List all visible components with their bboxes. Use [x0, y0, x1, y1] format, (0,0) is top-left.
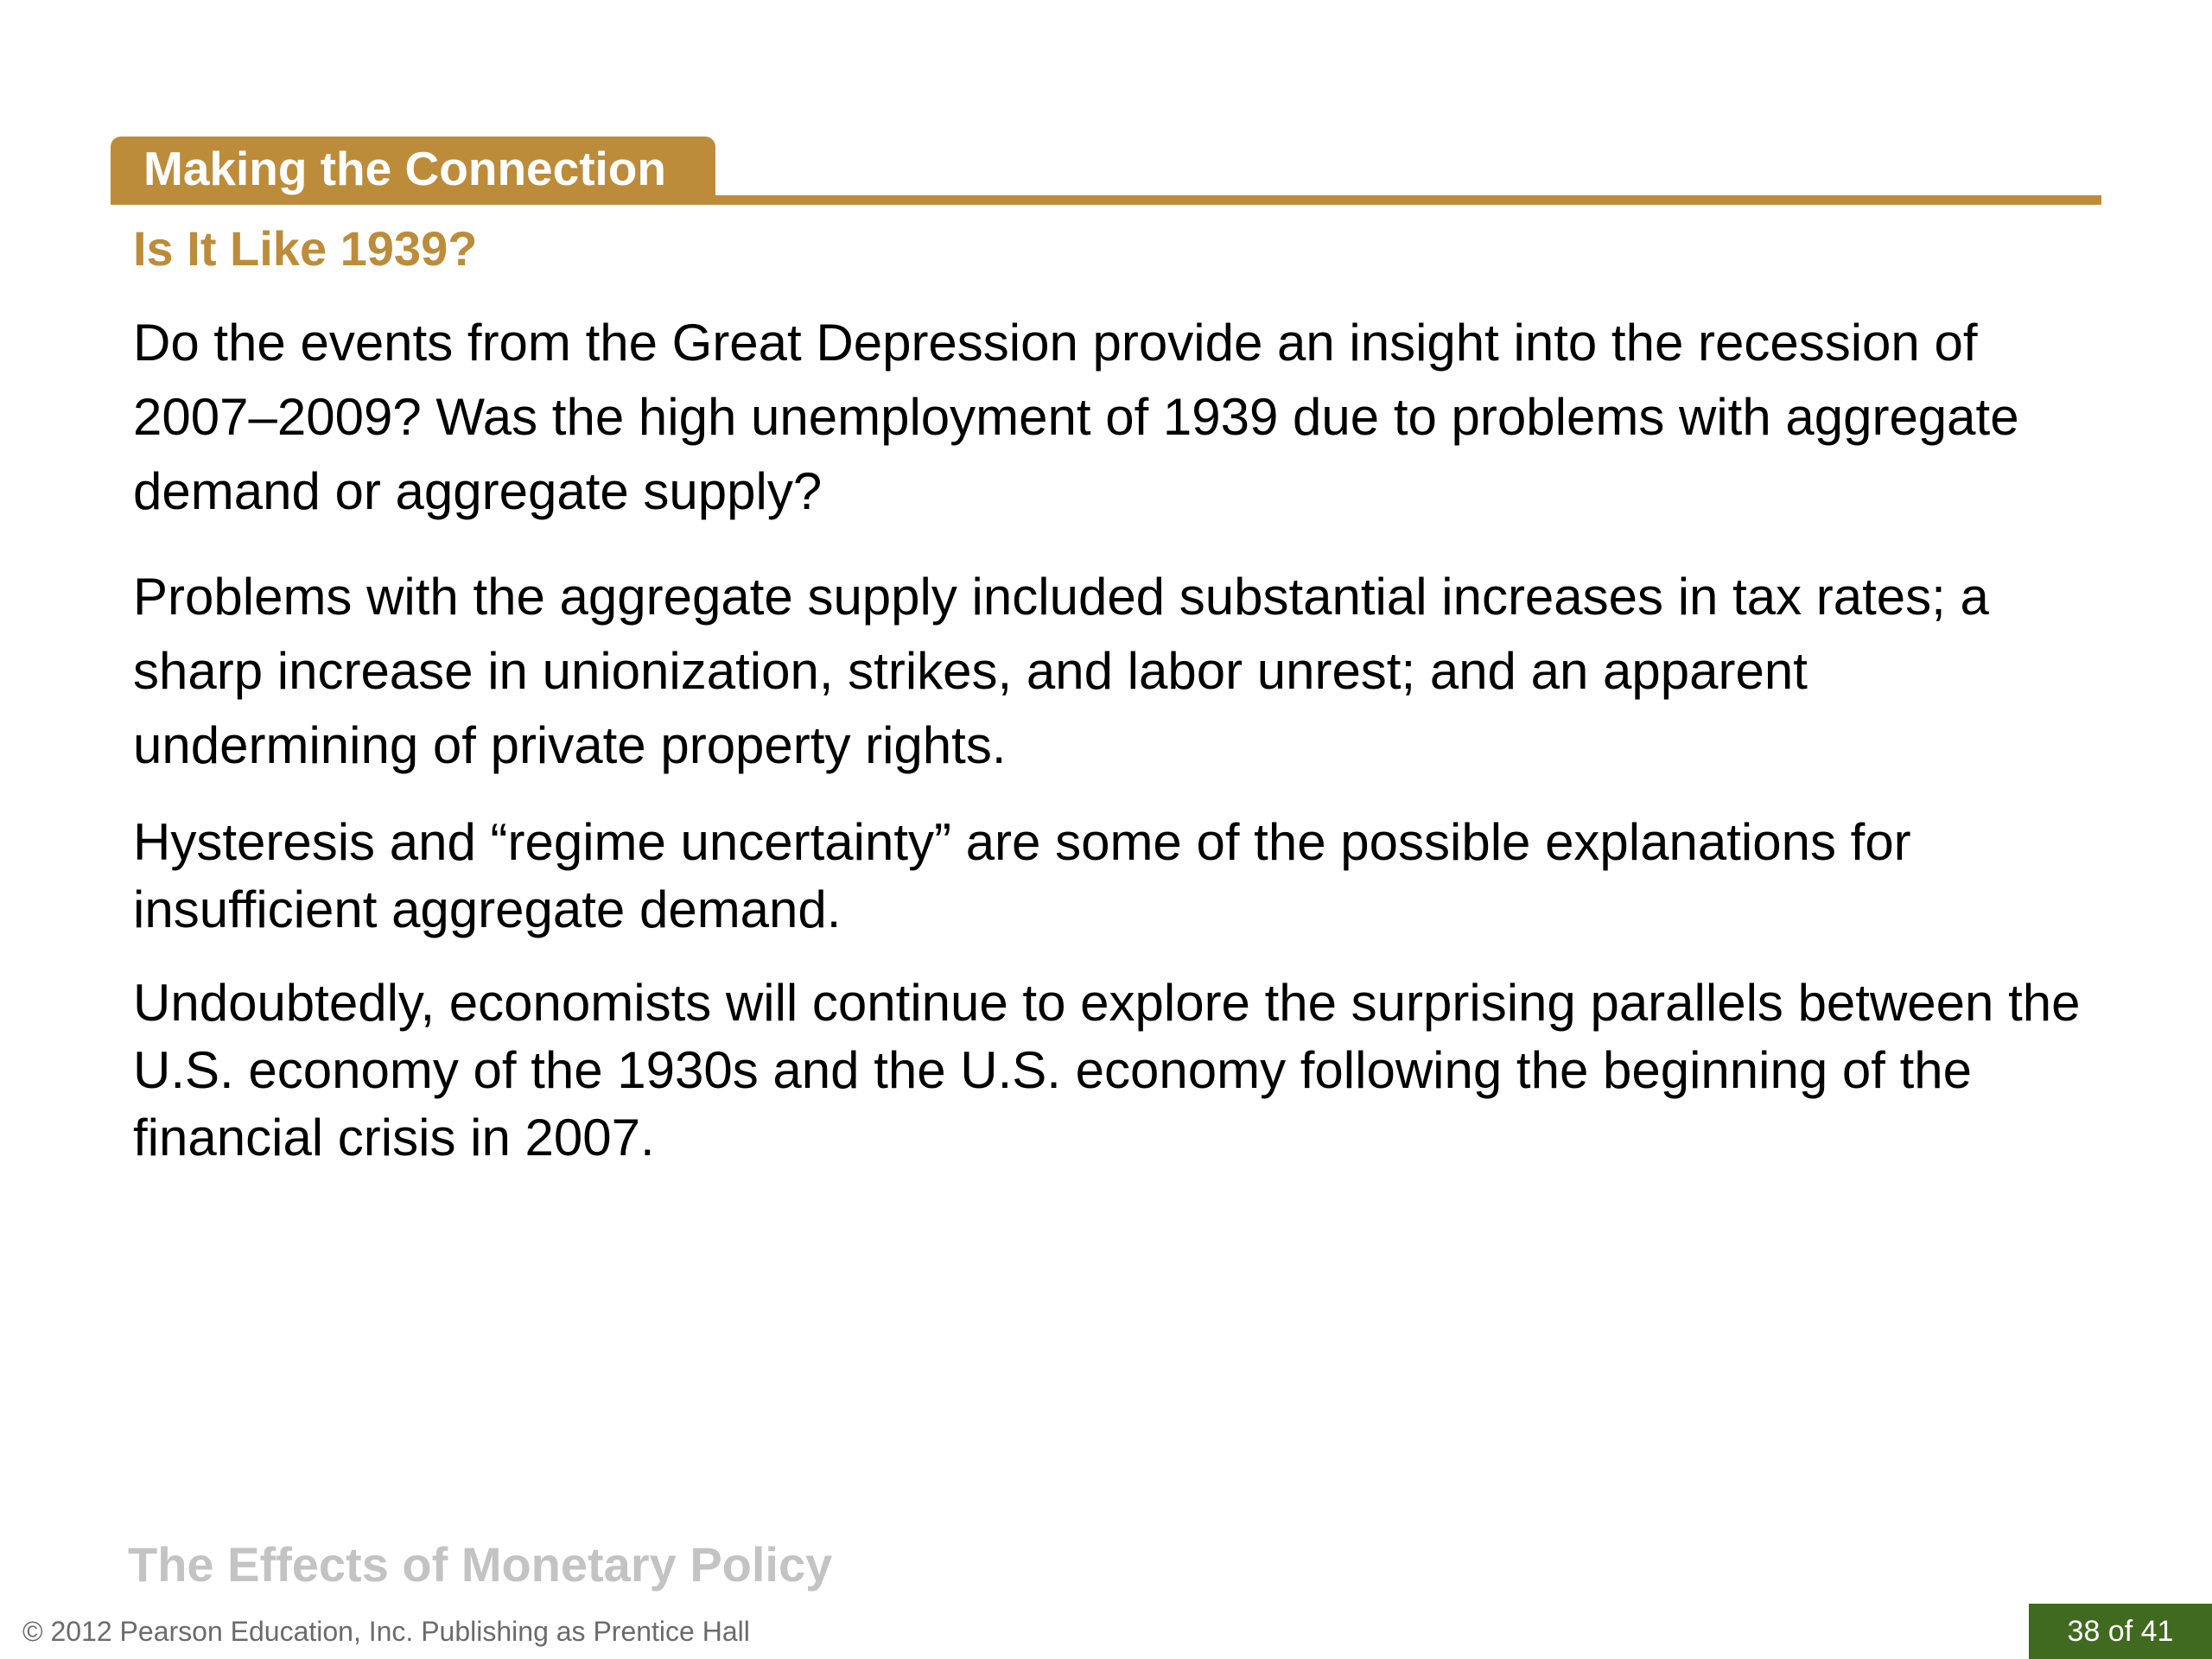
- slide-body: [133, 306, 2086, 1172]
- slide-subtitle: Is It Like 1939?: [133, 221, 478, 276]
- chapter-title: The Effects of Monetary Policy: [128, 1537, 833, 1592]
- copyright-notice: © 2012 Pearson Education, Inc. Publishing as Prentice Hall: [22, 1616, 750, 1647]
- header-divider: [111, 195, 2101, 205]
- body-paragraph-3: Hysteresis and “regime uncertainty” are some of the possible explanations for insufficient aggregate demand.: [133, 813, 1911, 938]
- body-paragraph-1: Do the events from the Great Depression provide an insight into the recession of 2007–2009? Was the high unemployment of 1939 due to problems with aggregate demand or aggregate supply?: [133, 314, 2019, 520]
- page-indicator: 38 of 41: [2029, 1604, 2212, 1659]
- section-tab: Making the Connection: [111, 137, 715, 200]
- body-paragraph-4: Undoubtedly, economists will continue to explore the surprising parallels between the U.S. economy of the 1930s and the U.S. economy following the beginning of the financial crisis in 2007.: [133, 974, 2081, 1166]
- body-paragraph-2: Problems with the aggregate supply included substantial increases in tax rates; a sharp increase in unionization, strikes, and labor unrest; and an apparent undermining of private property rights.: [133, 568, 1989, 774]
